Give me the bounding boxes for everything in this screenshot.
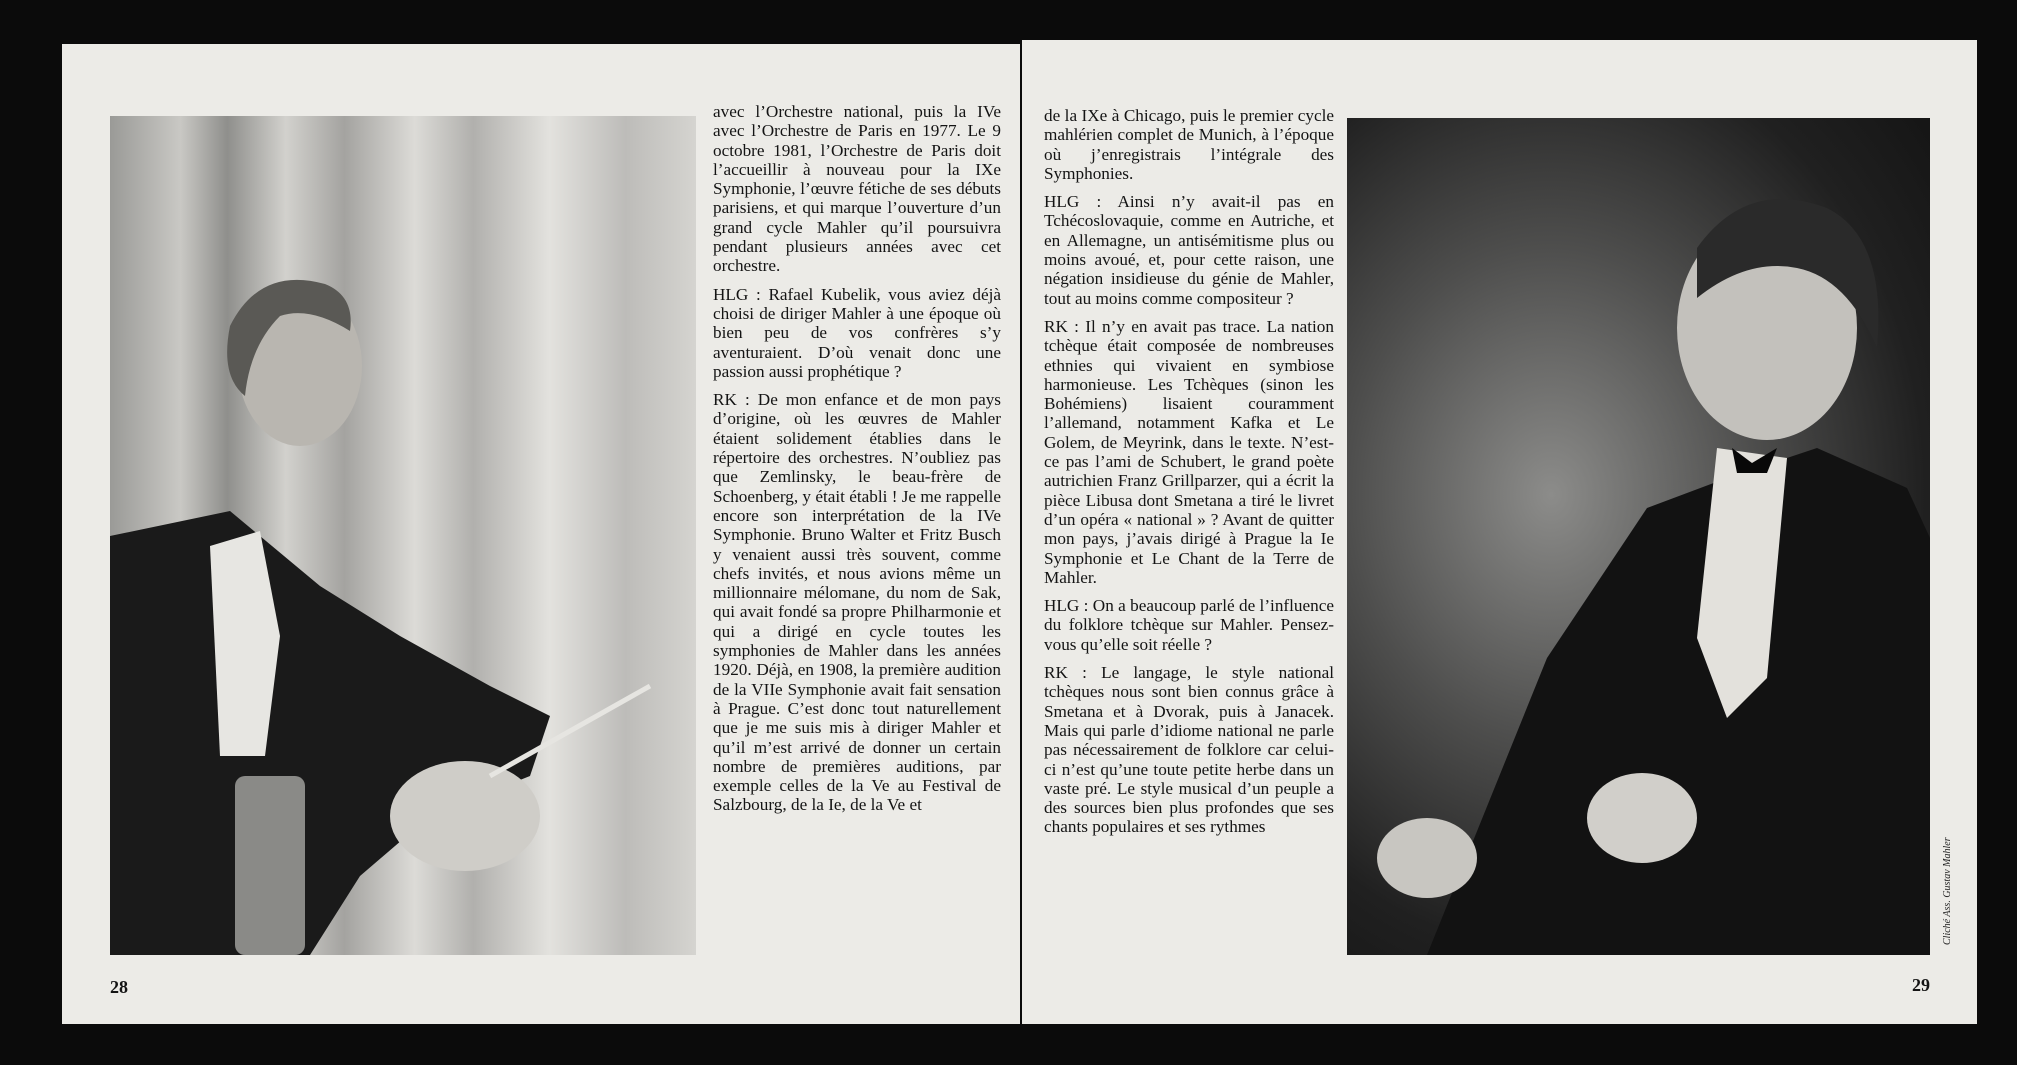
left-text-column	[713, 102, 1001, 824]
paragraph: HLG : On a beaucoup parlé de l’influence du folklore tchèque sur Mahler. Pensez-vous qu’elle soit réelle ?	[1044, 596, 1334, 654]
paragraph: HLG : Ainsi n’y avait-il pas en Tchécoslovaquie, comme en Autriche, et en Allemagne, un antisémitisme plus ou moins avoué, et, pour cette raison, une négation insidieuse du génie de Mahler, tout au moins comme compositeur ?	[1044, 192, 1334, 308]
paragraph: HLG : Rafael Kubelik, vous aviez déjà choisi de diriger Mahler à une époque où bien peu de vos confrères s’y aventuraient. D’où venait donc une passion aussi prophétique ?	[713, 284, 1001, 381]
right-page	[1022, 40, 1977, 1024]
page-number: 28	[110, 977, 128, 997]
right-text-column	[1044, 106, 1334, 846]
paragraph: RK : Le langage, le style national tchèques nous sont bien connus grâce à Smetana et à Dvorak, puis à Janacek. Mais qui parle d’idiome national ne parle pas nécessairement de folklore car celui-ci n’est qu’une toute petite herbe dans un vaste pré. Le style musical d’un peuple a des sources bien plus profondes que ses chants populaires et ses rythmes	[1044, 663, 1334, 837]
photo-credit: Cliché Ass. Gustav Mahler	[1942, 837, 1953, 945]
conductor-figure	[110, 116, 696, 955]
portrait-figure	[1347, 118, 1930, 955]
paragraph: avec l’Orchestre national, puis la IVe avec l’Orchestre de Paris en 1977. Le 9 octobre 1981, l’Orchestre de Paris doit l’accueillir à nouveau pour la IXe Symphonie, l’œuvre fétiche de ses débuts parisiens, et qui marque l’ouverture d’un grand cycle Mahler qu’il poursuivra pendant plusieurs années avec cet orchestre.	[713, 102, 1001, 276]
page-number: 29	[1912, 975, 1930, 995]
left-page	[62, 44, 1020, 1024]
paragraph: RK : Il n’y en avait pas trace. La nation tchèque était composée de nombreuses ethnies qui vivaient en symbiose harmonieuse. Les Tchèques (sinon les Bohémiens) lisaient couramment l’allemand, notamment Kafka et Le Golem, de Meyrink, dans le texte. N’est-ce pas l’ami de Schubert, le grand poète autrichien Franz Grillparzer, qui a écrit la pièce Libusa dont Smetana a tiré le livret d’un opéra « national » ? Avant de quitter mon pays, j’avais dirigé à Prague la Ie Symphonie et Le Chant de la Terre de Mahler.	[1044, 316, 1334, 587]
paragraph: de la IXe à Chicago, puis le premier cycle mahlérien complet de Munich, à l’époque où j’enregistrais l’intégrale des Symphonies.	[1044, 106, 1334, 183]
paragraph: RK : De mon enfance et de mon pays d’origine, où les œuvres de Mahler étaient solidement établies dans le répertoire des orchestres. N’oubliez pas que Zemlinsky, le beau-frère de Schoenberg, y était établi ! Je me rappelle encore son interprétation de la IVe Symphonie. Bruno Walter et Fritz Busch y venaient aussi très souvent, comme chefs invités, et nous avions même un millionnaire mélomane, du nom de Sak, qui avait fondé sa propre Philharmonie et qui a dirigé en cycle toutes les symphonies de Mahler dans les années 1920. Déjà, en 1908, la première audition de la VIIe Symphonie avait fait sensation à Prague. C’est donc tout naturellement que je me suis mis à diriger Mahler et qu’il m’est arrivé de donner un certain nombre de premières auditions, par exemple celles de la Ve au Festival de Salzbourg, de la Ie, de la Ve et	[713, 390, 1001, 815]
mahler-portrait	[1347, 118, 1930, 955]
kubelik-photo	[110, 116, 696, 955]
